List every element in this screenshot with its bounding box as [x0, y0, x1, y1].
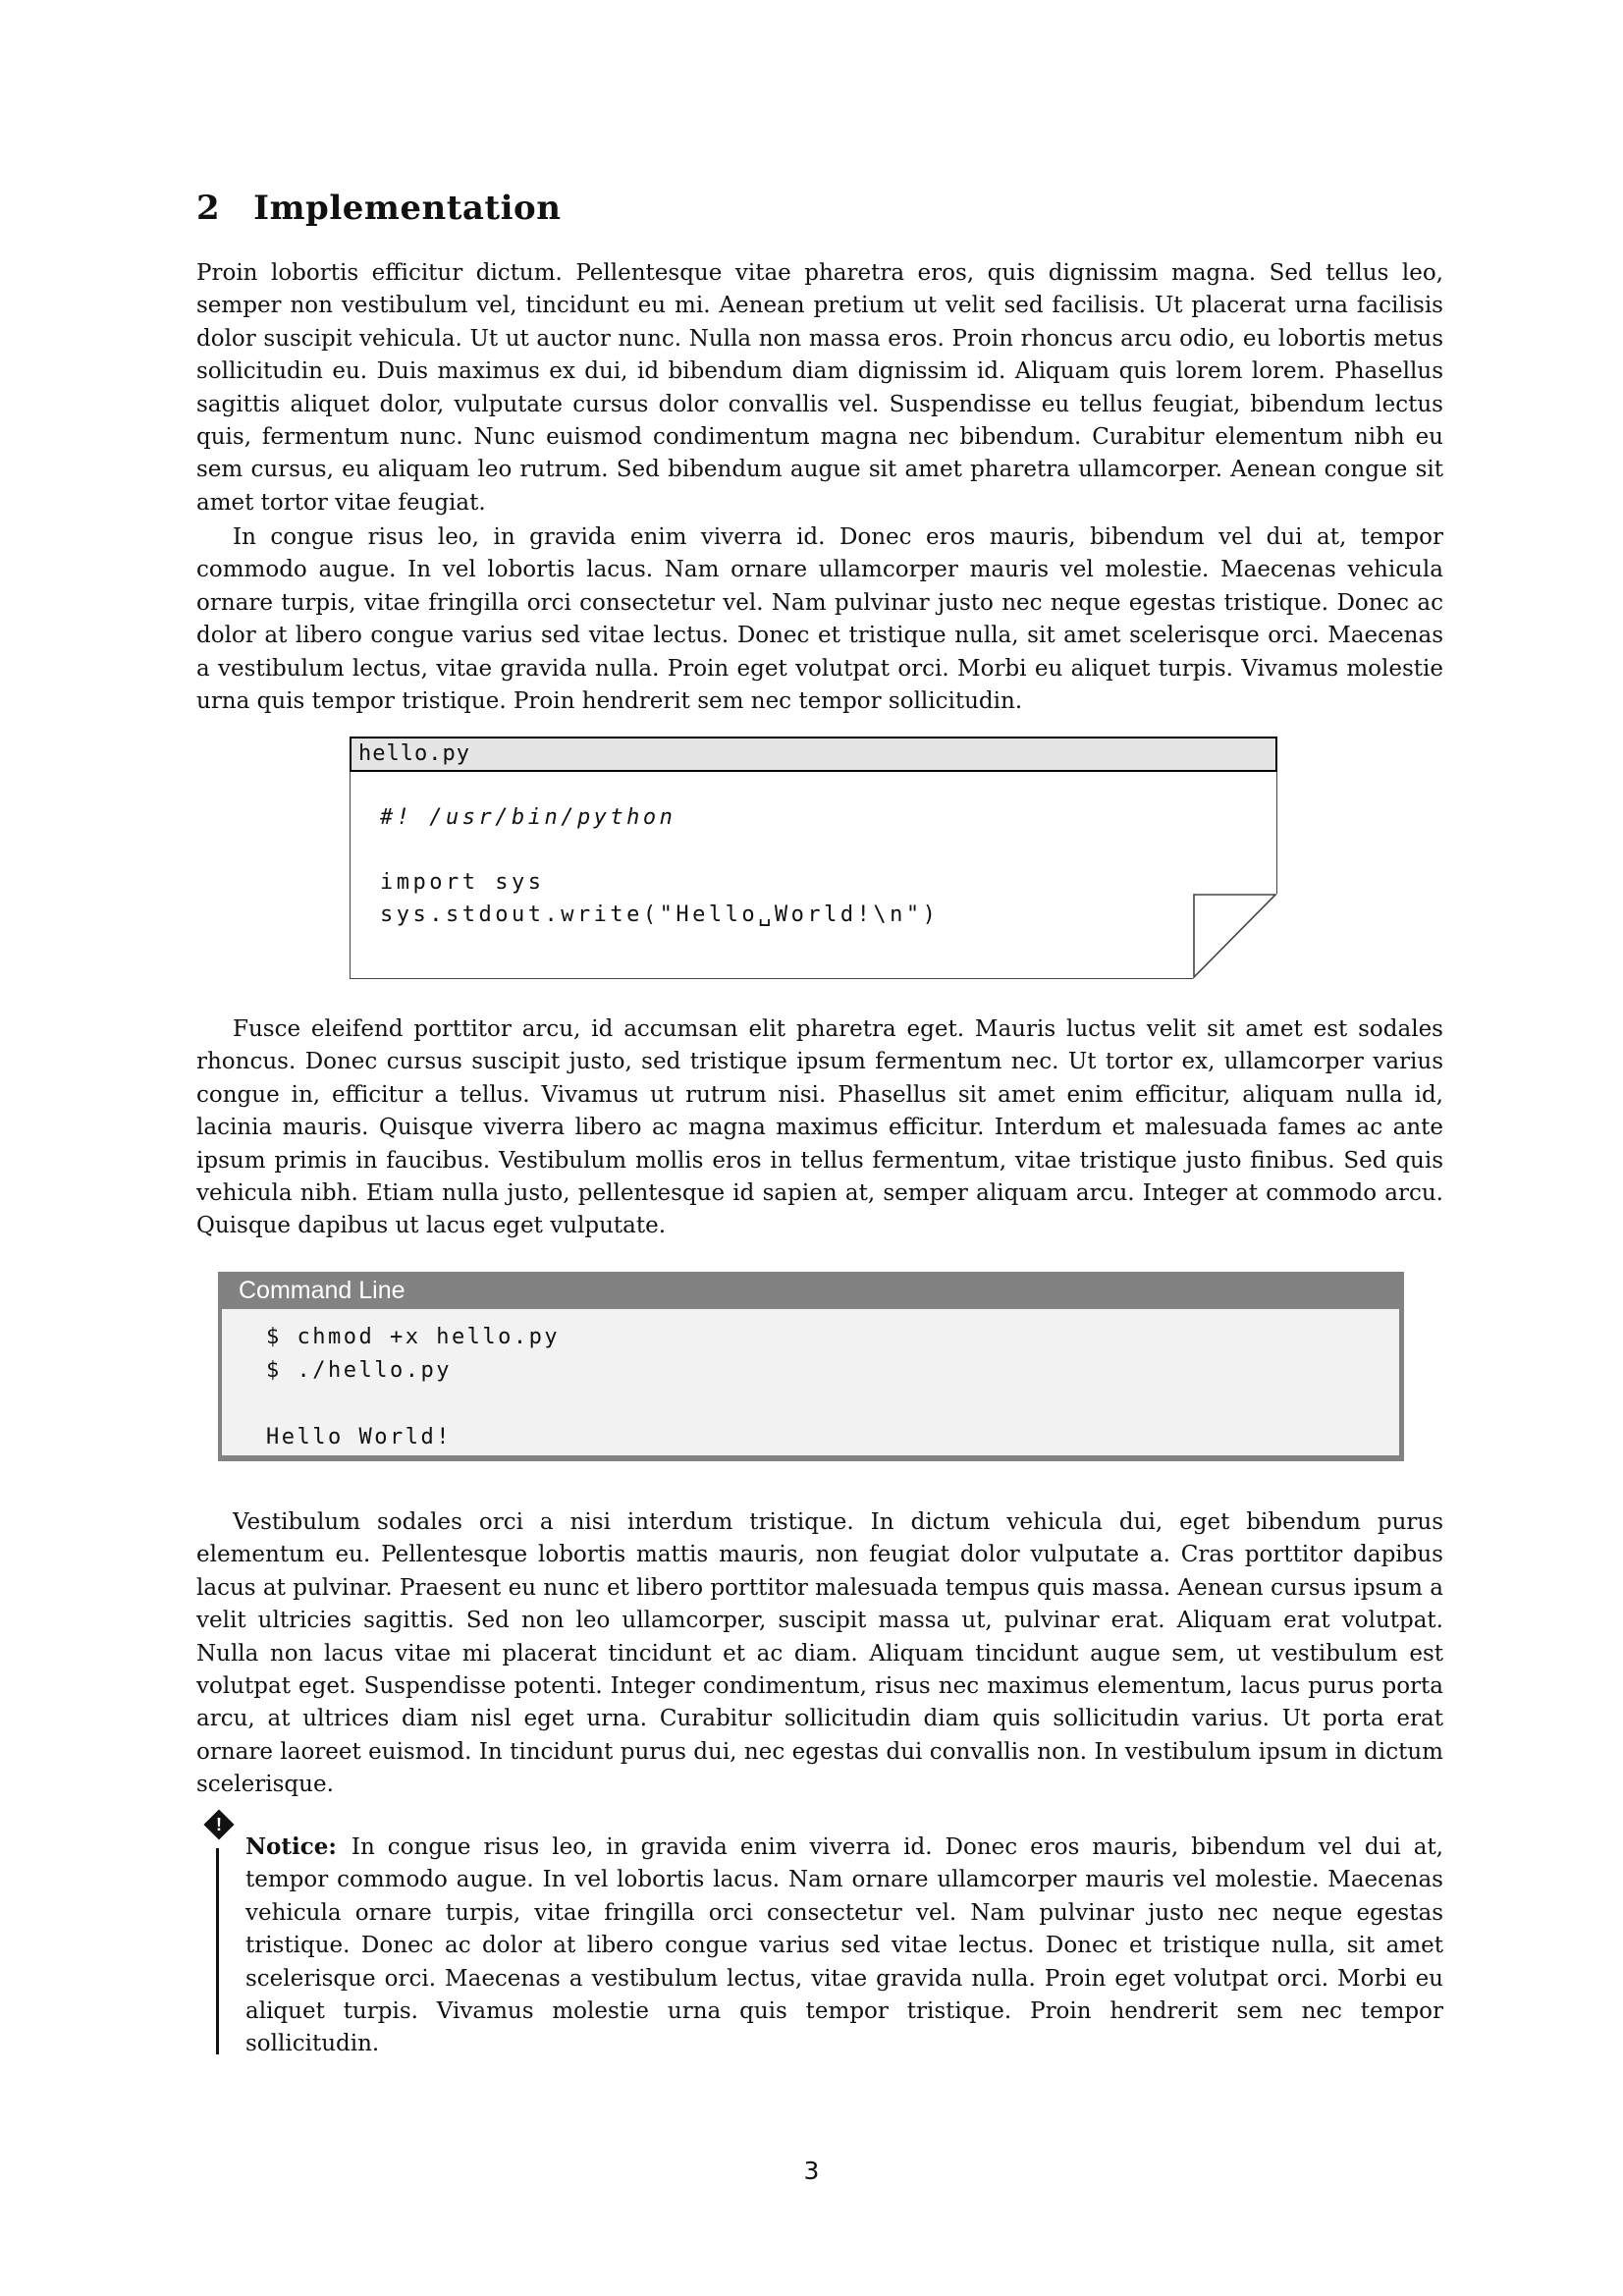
- code-line: import sys: [380, 870, 545, 895]
- terminal-line: $ ./hello.py: [266, 1358, 452, 1383]
- section-heading: [196, 187, 561, 230]
- folded-corner-icon: [1193, 894, 1277, 979]
- code-listing-body: [350, 772, 1277, 979]
- notice-body-text: In congue risus leo, in gravida enim viverra id. Donec eros mauris, bibendum vel dui at, tempor commodo augue. In vel lobortis lacus. Nam ornare ullamcorper mauris vel molestie. Maecenas vehicula ornare turpis, vitae fringilla orci consectetur vel. Nam pulvinar justo nec neque egestas tristique. Donec ac dolor at libero congue varius sed vitae lectus. Donec et tristique nulla, sit amet scelerisque orci. Maecenas a vestibulum lectus, vitae gravida nulla. Proin eget volutpat orci. Morbi eu aliquet turpis. Vivamus molestie urna quis tempor tristique. Proin hendrerit sem nec tempor sollicitudin.: [245, 1834, 1443, 2057]
- page-number: 3: [803, 2157, 820, 2185]
- warning-diamond-icon: [202, 1809, 236, 1842]
- notice-text: [245, 1812, 1443, 2061]
- section-title: Implementation: [253, 189, 562, 228]
- code-listing-box: [350, 737, 1277, 979]
- notice-vertical-rule: [216, 1848, 219, 2054]
- section-number: 2: [196, 189, 221, 228]
- paragraph-3: Fusce eleifend porttitor arcu, id accumsan elit pharetra eget. Mauris luctus velit sit amet est sodales rhoncus. Donec cursus suscipit justo, sed tristique ipsum fermentum nec. Ut tortor ex, ullamcorper varius congue in, efficitur a tellus. Vivamus ut rutrum nisi. Phasellus sit amet enim efficitur, aliquam nulla id, lacinia mauris. Quisque viverra libero ac magna maximus efficitur. Interdum et malesuada fames ac ante ipsum primis in faucibus. Vestibulum mollis eros in tellus fermentum, vitae tristique justo finibus. Sed quis vehicula nibh. Etiam nulla justo, pellentesque id sapien at, semper aliquam arcu. Integer at commodo arcu. Quisque dapibus ut lacus eget vulputate.: [196, 1016, 1443, 1239]
- notice-label: Notice:: [245, 1833, 337, 1860]
- notice-block: [196, 1812, 1443, 2061]
- command-line-title: Command Line: [239, 1277, 406, 1304]
- code-line: #! /usr/bin/python: [380, 805, 676, 830]
- terminal-line: [266, 1388, 1399, 1421]
- command-line-box: [218, 1272, 1404, 1461]
- paragraph-1: Proin lobortis efficitur dictum. Pellentesque vitae pharetra eros, quis dignissim magna. Sed tellus leo, semper non vestibulum vel, tincidunt eu mi. Aenean pretium ut velit sed facilisis. Ut placerat urna facilisis dolor suscipit vehicula. Ut ut auctor nunc. Nulla non massa eros. Proin rhoncus arcu odio, eu lobortis metus sollicitudin eu. Duis maximus ex dui, id bibendum diam dignissim id. Aliquam quis lorem lorem. Phasellus sagittis aliquet dolor, vulputate cursus dolor convallis vel. Suspendisse eu tellus feugiat, bibendum lectus quis, fermentum nunc. Nunc euismod condimentum magna nec bibendum. Curabitur elementum nibh eu sem cursus, eu aliquam leo rutrum. Sed bibendum augue sit amet pharetra ullamcorper. Aenean congue sit amet tortor vitae feugiat.: [196, 260, 1443, 516]
- paragraph-4: Vestibulum sodales orci a nisi interdum tristique. In dictum vehicula dui, eget bibendum purus elementum eu. Pellentesque lobortis mattis mauris, non feugiat dolor vulputate a. Cras porttitor dapibus lacus at pulvinar. Praesent eu nunc et libero porttitor malesuada tempus quis massa. Aenean cursus ipsum a velit ultricies sagittis. Sed non leo ullamcorper, suscipit massa ut, pulvinar erat. Aliquam erat volutpat. Nulla non lacus vitae mi placerat tincidunt et ac diam. Aliquam tincidunt augue sem, ut vestibulum est volutpat eget. Suspendisse potenti. Integer condimentum, risus nec maximus elementum, lacus purus porta arcu, at ultrices diam nisl eget urna. Curabitur sollicitudin diam quis sollicitudin varius. Ut porta erat ornare laoreet euismod. In tincidunt purus dui, nec egestas dui convallis non. In vestibulum ipsum in dictum scelerisque.: [196, 1509, 1443, 1798]
- code-listing-title: hello.py: [350, 737, 1277, 772]
- exclamation-mark: !: [216, 1815, 222, 1834]
- terminal-line: Hello World!: [266, 1425, 452, 1449]
- terminal-line: $ chmod +x hello.py: [266, 1325, 561, 1349]
- code-line: sys.stdout.write("Hello␣World!\n"): [380, 902, 940, 927]
- code-line: [380, 834, 1276, 866]
- paragraph-2: In congue risus leo, in gravida enim viverra id. Donec eros mauris, bibendum vel dui at, tempor commodo augue. In vel lobortis lacus. Nam ornare ullamcorper mauris vel molestie. Maecenas vehicula ornare turpis, vitae fringilla orci consectetur vel. Nam pulvinar justo nec neque egestas tristique. Donec ac dolor at libero congue varius sed vitae lectus. Donec et tristique nulla, sit amet scelerisque orci. Maecenas a vestibulum lectus, vitae gravida nulla. Proin eget volutpat orci. Morbi eu aliquet turpis. Vivamus molestie urna quis tempor tristique. Proin hendrerit sem nec tempor sollicitudin.: [196, 524, 1443, 715]
- command-line-body: [222, 1309, 1399, 1455]
